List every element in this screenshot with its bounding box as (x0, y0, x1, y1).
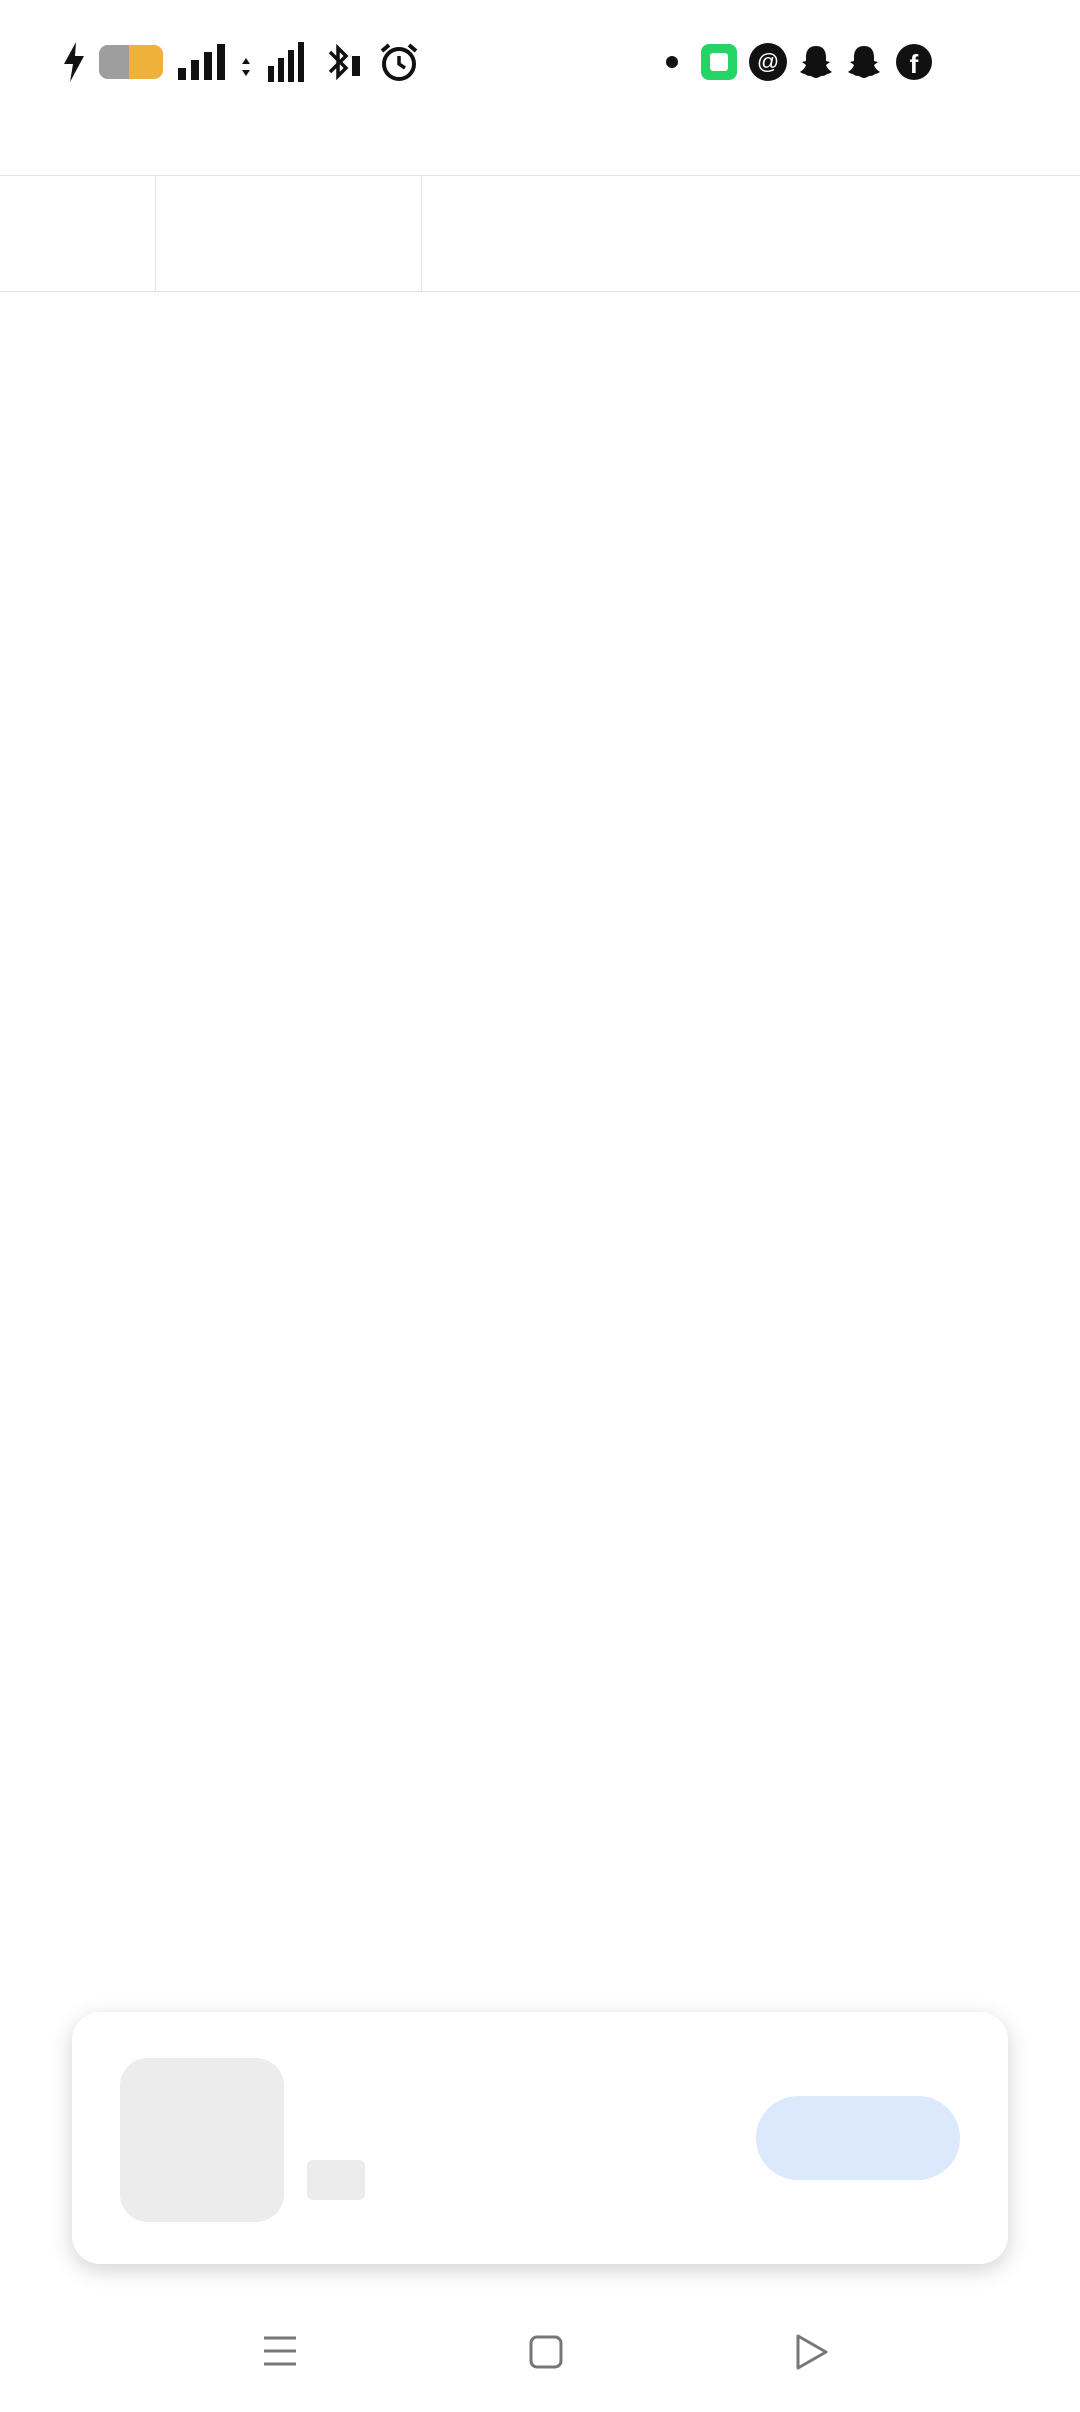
app-green-icon (700, 40, 738, 84)
snapchat-icon (796, 40, 836, 84)
snapchat-icon-2 (844, 40, 884, 84)
more-options-button[interactable] (46, 216, 106, 252)
alarm-icon (378, 40, 420, 84)
battery-icon (96, 40, 166, 84)
threads-icon: @ (748, 40, 788, 84)
recent-apps-icon[interactable] (262, 2334, 298, 2368)
ad-banner[interactable] (72, 2012, 1008, 2264)
tab-sheet1[interactable] (155, 176, 422, 291)
charging-bolt-icon (62, 40, 86, 84)
bluetooth-icon (322, 40, 362, 84)
dot-icon (664, 40, 680, 84)
ad-badge (307, 2160, 365, 2200)
back-icon[interactable] (792, 2332, 832, 2372)
download-button[interactable] (756, 2096, 960, 2180)
app-icon-placeholder[interactable] (120, 2058, 284, 2222)
sheet-toolbar (0, 175, 1080, 292)
signal-icon (178, 40, 226, 84)
4g-signal-icon (238, 40, 314, 84)
navigation-bar (0, 2304, 1080, 2412)
home-icon[interactable] (528, 2334, 564, 2370)
facebook-icon: f (894, 40, 934, 84)
status-bar (0, 0, 1080, 125)
clock (950, 40, 1060, 84)
